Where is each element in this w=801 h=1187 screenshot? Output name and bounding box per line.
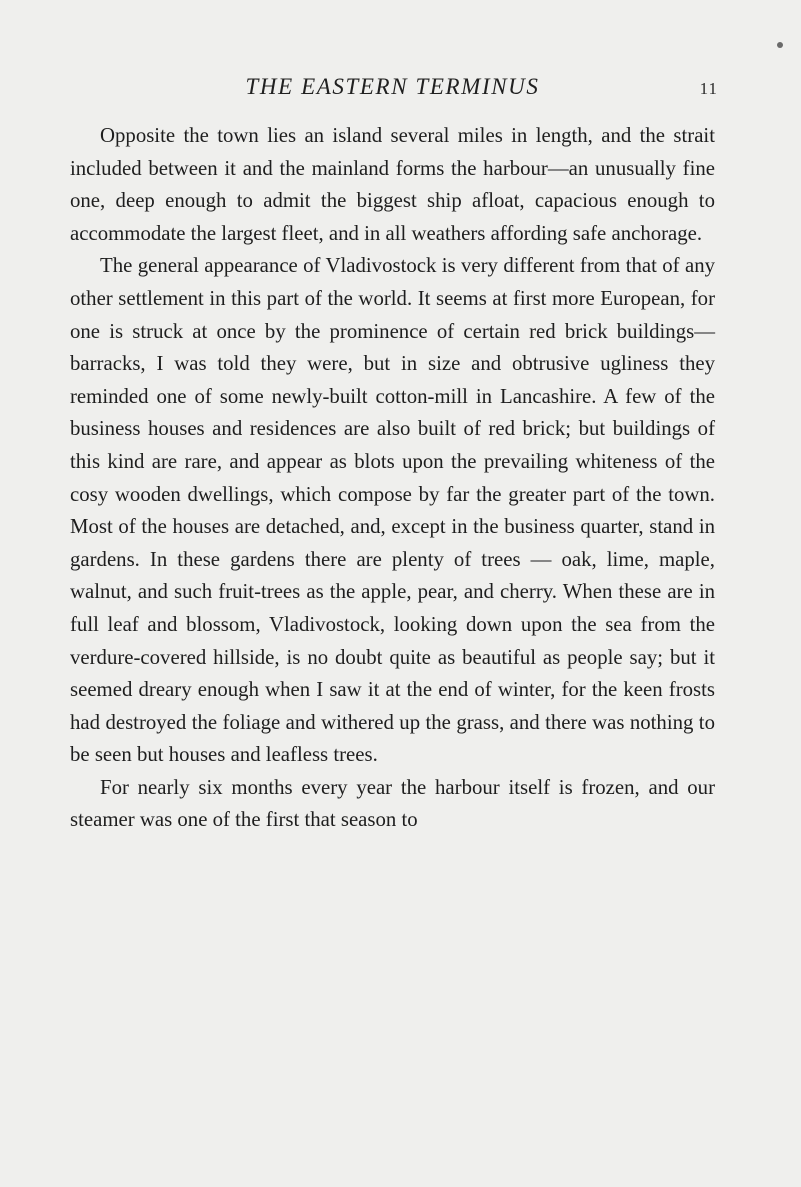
body-text (70, 120, 715, 837)
page-speck (777, 42, 783, 48)
page-header (70, 74, 718, 104)
running-head: THE EASTERN TERMINUS (245, 74, 540, 99)
paragraph-frozen-harbour: For nearly six months every year the harbour itself is frozen, and our steamer was one of the first that season to (70, 775, 715, 832)
paragraph-harbour: Opposite the town lies an island several miles in length, and the strait included between it and the mainland forms the harbour—an unusually fine one, deep enough to admit the biggest ship afloat, capacious enough to accommodate the largest fleet, and in all weathers affording safe anchorage. (70, 124, 715, 245)
page-number: 11 (699, 79, 718, 98)
paragraph-town-appearance: The general appearance of Vladivostock is very different from that of any other settlement in this part of the world. It seems at first more European, for one is struck at once by the prominence of certain red brick buildings—barracks, I was told they were, but in size and obtrusive ugliness they reminded one of some newly-built cotton-mill in Lancashire. A few of the business houses and residences are also built of red brick; but buildings of this kind are rare, and appear as blots upon the prevailing whiteness of the cosy wooden dwellings, which compose by far the greater part of the town. Most of the houses are detached, and, except in the business quarter, stand in gardens. In these gardens there are plenty of trees — oak, lime, maple, walnut, and such fruit-trees as the apple, pear, and cherry. When these are in full leaf and blossom, Vladivostock, looking down upon the sea from the verdure-covered hillside, is no doubt quite as beautiful as people say; but it seemed dreary enough when I saw it at the end of winter, for the keen frosts had destroyed the foliage and withered up the grass, and there was nothing to be seen but houses and leafless trees. (70, 254, 715, 767)
